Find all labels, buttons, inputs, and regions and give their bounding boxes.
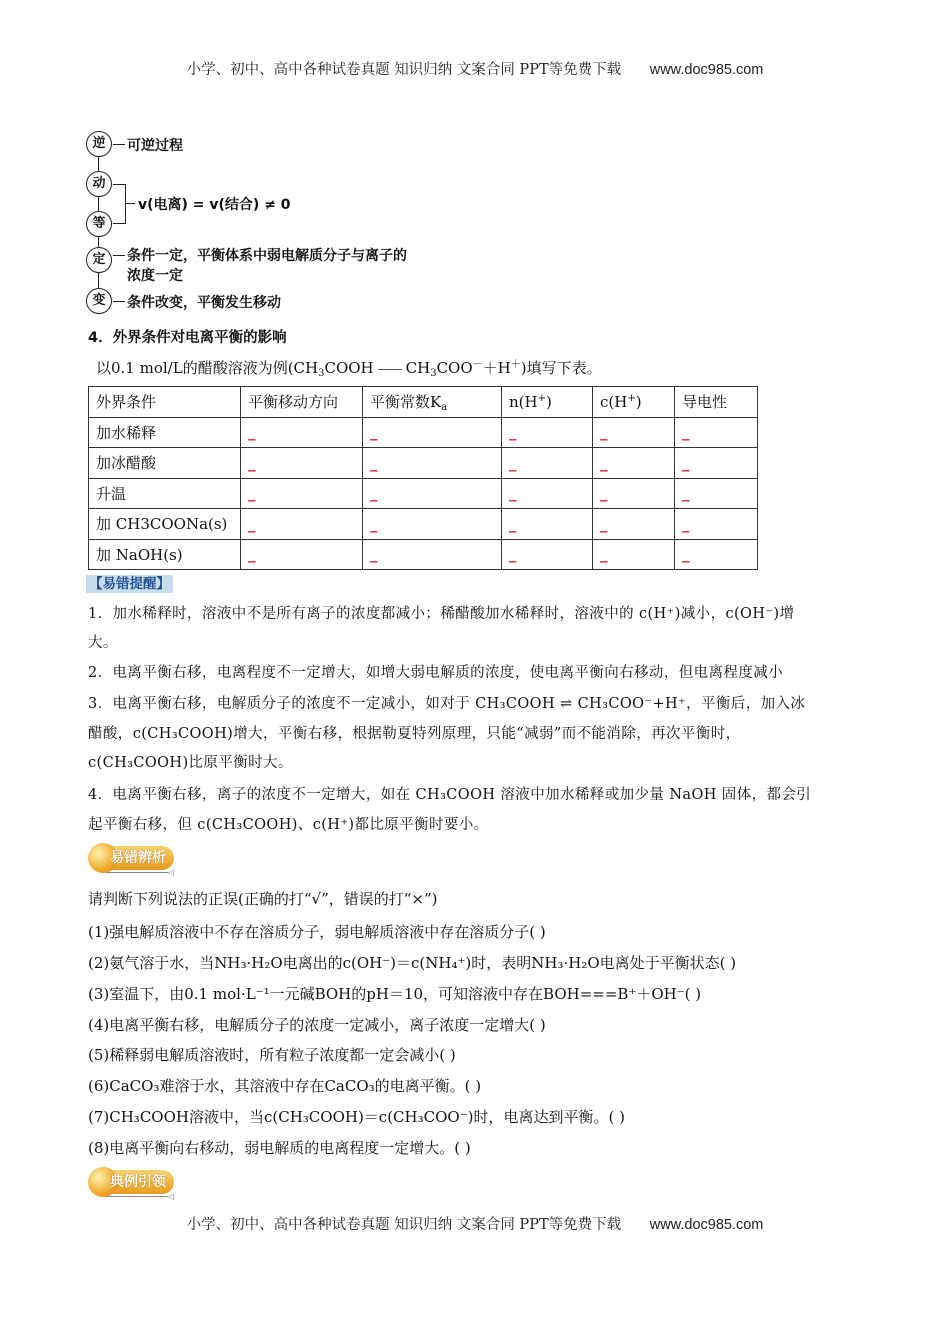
fixed-label-line1: 条件一定，平衡体系中弱电解质分子与离子的	[127, 248, 407, 264]
answer-blank[interactable]: _	[502, 448, 593, 479]
tip-1-line2: 大。	[88, 635, 118, 651]
header-cell: n(H+)	[502, 387, 593, 418]
answer-blank[interactable]: _	[241, 417, 363, 448]
answer-blank[interactable]: _	[593, 448, 675, 479]
tip-3-line3: c(CH₃COOH)比原平衡时大。	[88, 755, 293, 771]
badge-typical-examples: 典例引领 ◁	[88, 1167, 188, 1199]
fixed-label-line2: 浓度一定	[127, 268, 183, 284]
footer-text: 小学、初中、高中各种试卷真题 知识归纳 文案合同 PPT等免费下载	[186, 1217, 622, 1233]
circle-reverse: 逆	[86, 131, 112, 157]
row-label: 加 CH3COONa(s)	[89, 509, 241, 540]
table-row	[89, 509, 758, 540]
answer-blank[interactable]: _	[593, 417, 675, 448]
row-label: 加冰醋酸	[89, 448, 241, 479]
change-label: 条件改变，平衡发生移动	[127, 295, 281, 311]
bracket-bottom	[113, 223, 125, 224]
answer-blank[interactable]: _	[593, 478, 675, 509]
tip-4-line1: 4．电离平衡右移，离子的浓度不一定增大，如在 CH₃COOH 溶液中加水稀释或加少量 NaOH 固体，都会引	[88, 787, 812, 803]
connector-line	[113, 144, 125, 145]
judge-item-3: (3)室温下，由0.1 mol·L⁻¹一元碱BOH的pH＝10，可知溶液中存在BOH===B⁺＋OH⁻( )	[88, 985, 702, 1003]
header-cell: 导电性	[675, 387, 758, 418]
judge-item-4: (4)电离平衡右移，电解质分子的浓度一定减小，离子浓度一定增大( )	[88, 1016, 546, 1034]
answer-blank[interactable]: _	[363, 509, 502, 540]
answer-blank[interactable]: _	[502, 509, 593, 540]
connector-line	[113, 301, 125, 302]
table-row	[89, 417, 758, 448]
header-cell: 平衡移动方向	[241, 387, 363, 418]
answer-blank[interactable]: _	[241, 448, 363, 479]
page-header	[0, 58, 950, 79]
table-row	[89, 539, 758, 570]
answer-blank[interactable]: _	[675, 478, 758, 509]
answer-blank[interactable]: _	[241, 539, 363, 570]
table-header-row	[89, 387, 758, 418]
answer-blank[interactable]: _	[363, 539, 502, 570]
answer-blank[interactable]: _	[241, 478, 363, 509]
header-cell: 外界条件	[89, 387, 241, 418]
reverse-label: 可逆过程	[127, 138, 183, 154]
row-label: 加水稀释	[89, 417, 241, 448]
footer-url[interactable]: www.doc985.com	[649, 1217, 764, 1233]
judge-item-7: (7)CH₃COOH溶液中，当c(CH₃COOH)＝c(CH₃COO⁻)时，电离达到平衡。( )	[88, 1108, 625, 1126]
judge-item-2: (2)氨气溶于水，当NH₃·H₂O电离出的c(OH⁻)＝c(NH₄⁺)时，表明NH₃·H₂O电离处于平衡状态( )	[88, 954, 737, 972]
answer-blank[interactable]: _	[241, 509, 363, 540]
judge-intro: 请判断下列说法的正误(正确的打“√”，错误的打“×”)	[88, 890, 438, 908]
circle-equal: 等	[86, 211, 112, 237]
judge-item-6: (6)CaCO₃难溶于水，其溶液中存在CaCO₃的电离平衡。( )	[88, 1077, 482, 1095]
equal-rate-formula: v(电离) = v(结合) ≠ 0	[138, 197, 291, 213]
tip-tag: 【易错提醒】	[86, 572, 173, 592]
circle-change: 变	[86, 288, 112, 314]
answer-blank[interactable]: _	[363, 448, 502, 479]
answer-blank[interactable]: _	[502, 539, 593, 570]
tip-4-line2: 起平衡右移，但 c(CH₃COOH)、c(H⁺)都比原平衡时要小。	[88, 817, 489, 833]
answer-blank[interactable]: _	[502, 417, 593, 448]
tip-2: 2．电离平衡右移，电离程度不一定增大，如增大弱电解质的浓度，使电离平衡向右移动，但电离程度减小	[88, 665, 784, 681]
answer-blank[interactable]: _	[675, 448, 758, 479]
answer-blank[interactable]: _	[675, 509, 758, 540]
header-cell: c(H+)	[593, 387, 675, 418]
row-label: 加 NaOH(s)	[89, 539, 241, 570]
answer-blank[interactable]: _	[675, 539, 758, 570]
circle-fixed: 定	[86, 247, 112, 273]
bracket-top	[113, 184, 125, 185]
header-cell: 平衡常数$K_a$	[363, 387, 502, 418]
answer-blank[interactable]: _	[675, 417, 758, 448]
row-label: 升温	[89, 478, 241, 509]
header-url[interactable]: www.doc985.com	[649, 62, 764, 78]
judge-item-1: (1)强电解质溶液中不存在溶质分子，弱电解质溶液中存在溶质分子( )	[88, 923, 546, 941]
badge-error-analysis: 易错辨析 ◁	[88, 843, 188, 875]
tip-3-line2: 醋酸，c(CH₃COOH)增大，平衡右移，根据勒夏特列原理，只能“减弱”而不能消除，再次平衡时，	[88, 726, 741, 742]
table-row	[89, 478, 758, 509]
bracket-tick	[125, 203, 135, 204]
table-row	[89, 448, 758, 479]
answer-blank[interactable]: _	[502, 478, 593, 509]
effects-table	[88, 386, 758, 570]
answer-blank[interactable]: _	[363, 478, 502, 509]
answer-blank[interactable]: _	[363, 417, 502, 448]
section-intro: 以0.1 mol/L的醋酸溶液为例($CH_3COOH$ $CH_3COO^-+H^+$)填写下表。	[96, 359, 602, 379]
judge-item-8: (8)电离平衡向右移动，弱电解质的电离程度一定增大。( )	[88, 1139, 471, 1157]
judge-item-5: (5)稀释弱电解质溶液时，所有粒子浓度都一定会减小( )	[88, 1046, 456, 1064]
tip-1-line1: 1．加水稀释时，溶液中不是所有离子的浓度都减小；稀醋酸加水稀释时，溶液中的 c(H⁺)减小，c(OH⁻)增	[88, 606, 795, 622]
page-footer	[0, 1213, 950, 1234]
answer-blank[interactable]: _	[593, 509, 675, 540]
circle-dynamic: 动	[86, 171, 112, 197]
tip-3-line1: 3．电离平衡右移，电解质分子的浓度不一定减小，如对于 CH₃COOH ⇌ CH₃COO⁻+H⁺，平衡后，加入冰	[88, 696, 806, 712]
connector-line	[113, 255, 125, 256]
answer-blank[interactable]: _	[593, 539, 675, 570]
header-text: 小学、初中、高中各种试卷真题 知识归纳 文案合同 PPT等免费下载	[186, 62, 622, 78]
section-heading: 4．外界条件对电离平衡的影响	[88, 330, 287, 346]
